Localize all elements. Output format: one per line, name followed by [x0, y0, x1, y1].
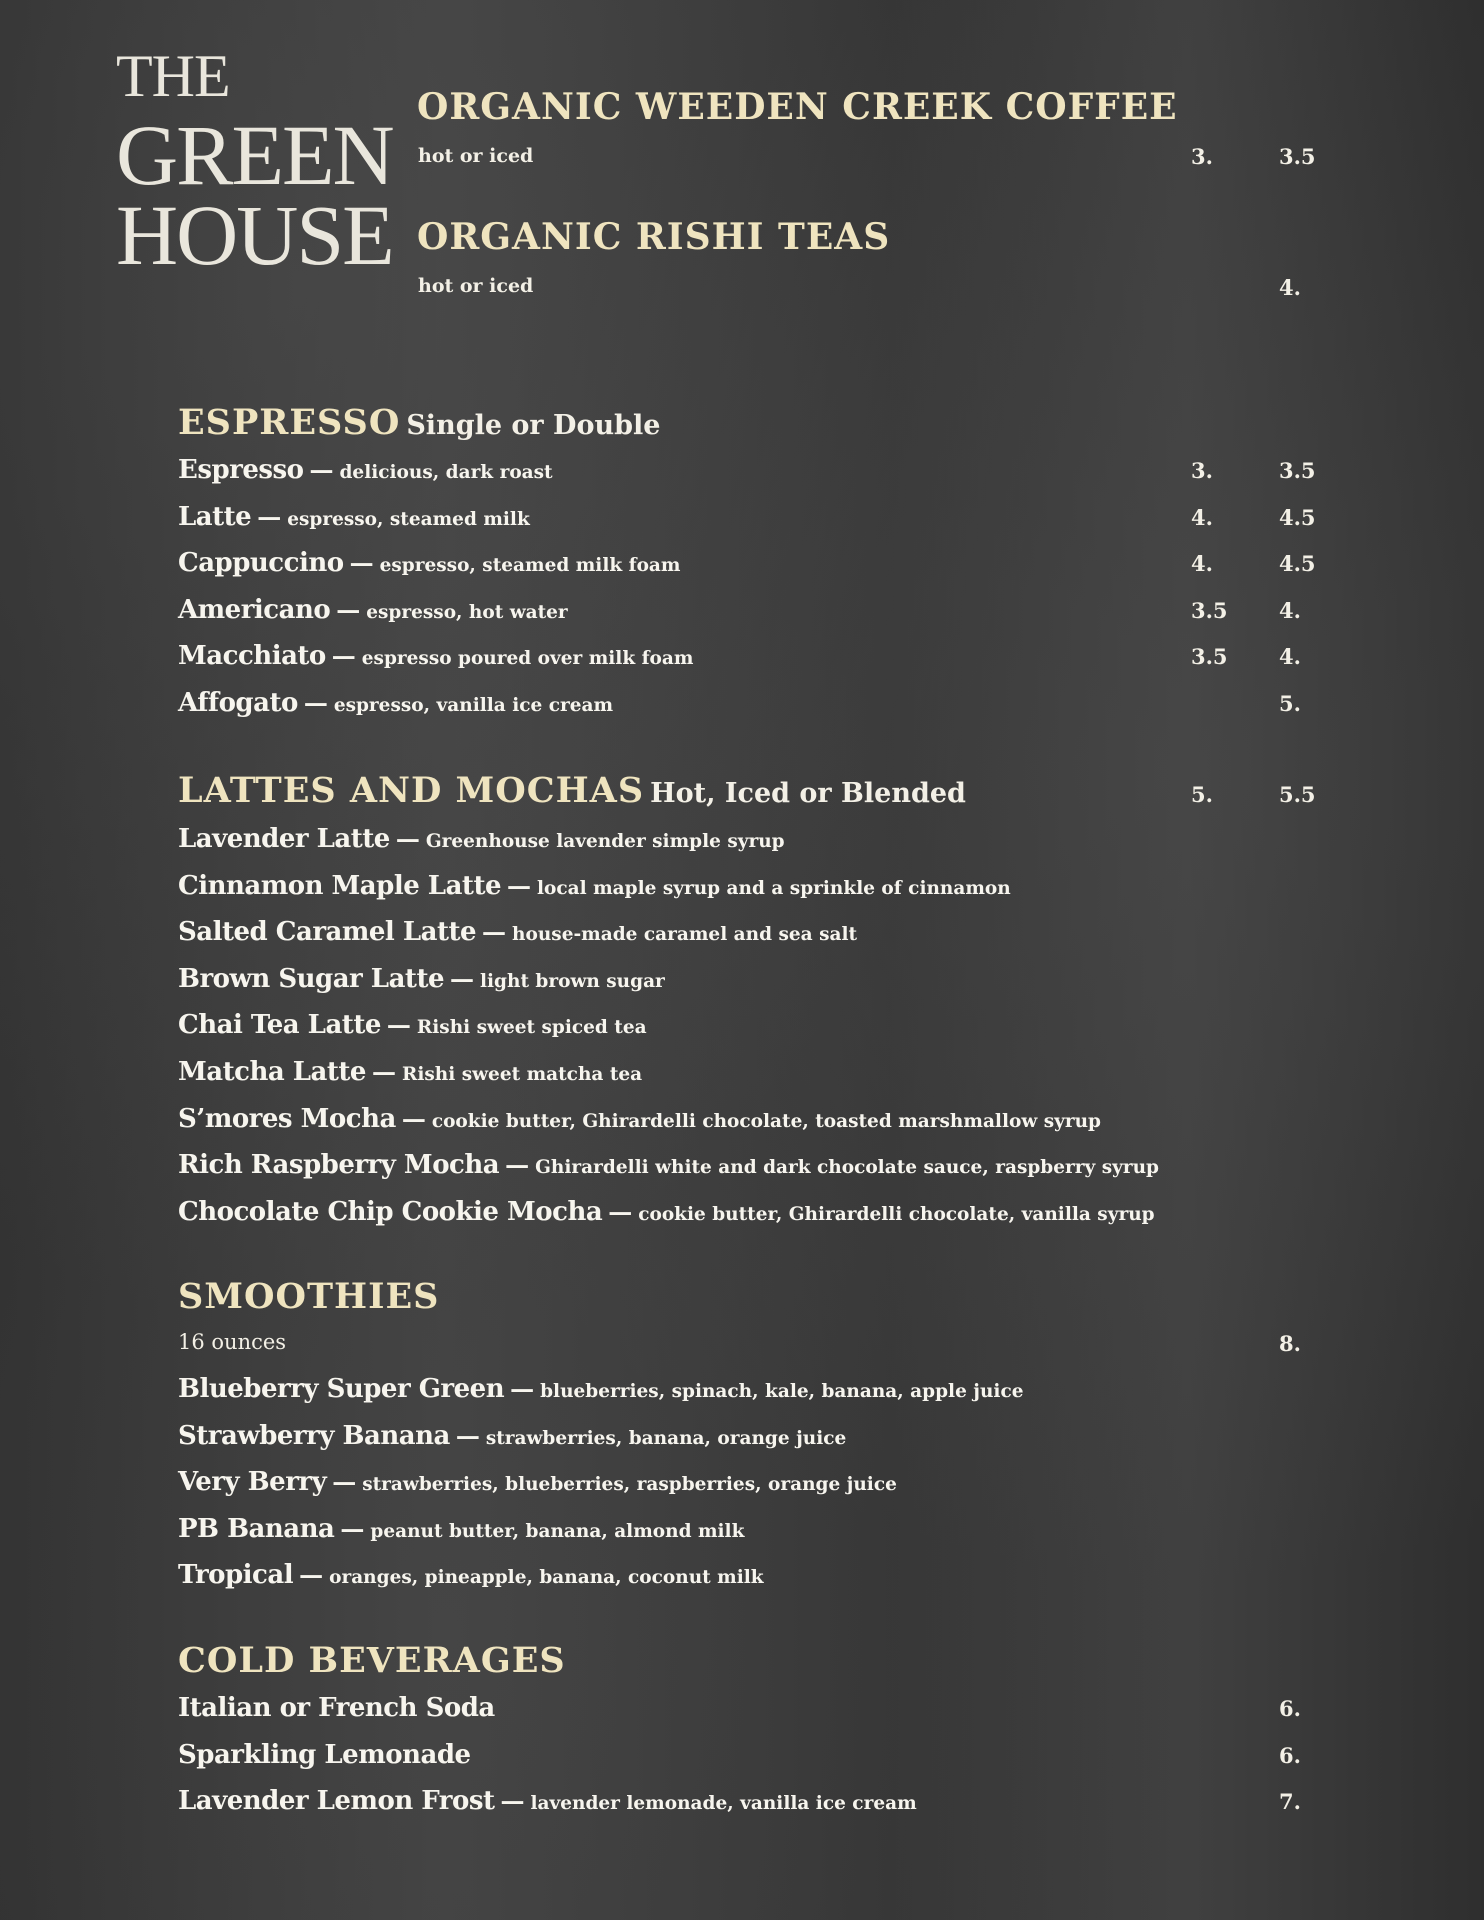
- menu-item-dash: —: [349, 548, 374, 578]
- menu-item-name: Tropical: [178, 1560, 294, 1591]
- menu-item-name: Lavender Latte: [178, 824, 390, 854]
- menu-item-dash: —: [340, 1513, 365, 1543]
- section-title-espresso: [178, 402, 660, 443]
- smoothies-size: 16 ounces: [178, 1330, 287, 1354]
- menu-item-price-large: 4.: [1279, 644, 1301, 670]
- menu-item-name: Matcha Latte: [178, 1057, 366, 1087]
- menu-item-price-large: 4.: [1279, 597, 1301, 623]
- menu-item-description: house-made caramel and sea salt: [512, 924, 858, 946]
- menu-item-name: Lavender Lemon Frost: [178, 1786, 495, 1817]
- section-title-smoothies: SMOOTHIES: [178, 1276, 440, 1317]
- menu-item-dash: —: [332, 1467, 357, 1497]
- menu-item-name: Chocolate Chip Cookie Mocha: [178, 1196, 603, 1227]
- menu-item-dash: —: [507, 870, 531, 900]
- menu-item-description: espresso poured over milk foam: [361, 648, 694, 670]
- menu-item-name: Very Berry: [178, 1467, 327, 1498]
- menu-item: [178, 1150, 1159, 1180]
- teas-price: 4.: [1279, 275, 1301, 300]
- menu-item: [178, 688, 613, 718]
- menu-item-name: Cappuccino: [178, 548, 344, 579]
- menu-item: [178, 641, 693, 671]
- section-title-lattes: [178, 770, 966, 811]
- logo-line-house: HOUSE: [116, 187, 393, 283]
- menu-item-price-large: 4.5: [1279, 504, 1316, 530]
- menu-item-description: peanut butter, banana, almond milk: [370, 1520, 745, 1542]
- menu-item-description: espresso, hot water: [366, 601, 568, 623]
- menu-item-price: 6.: [1279, 1696, 1301, 1721]
- menu-item-name: Latte: [178, 501, 252, 532]
- menu-item-name: Affogato: [178, 688, 298, 718]
- menu-item-description: oranges, pineapple, banana, coconut milk: [329, 1567, 764, 1589]
- menu-item: [178, 455, 553, 485]
- menu-item-name: Italian or French Soda: [178, 1693, 495, 1723]
- menu-item: [178, 824, 785, 854]
- menu-item: [178, 1057, 642, 1087]
- menu-item-name: Sparkling Lemonade: [178, 1739, 471, 1770]
- section-title-teas: ORGANIC RISHI TEAS: [417, 216, 891, 258]
- menu-item-dash: —: [450, 963, 474, 993]
- menu-item-description: espresso, steamed milk: [287, 508, 530, 530]
- menu-item-dash: —: [455, 1420, 480, 1450]
- menu-item-dash: —: [386, 1010, 411, 1040]
- menu-item: [178, 1374, 1023, 1404]
- menu-item-price: 7.: [1279, 1789, 1301, 1815]
- menu-item: [178, 1467, 897, 1497]
- menu-item-description: lavender lemonade, vanilla ice cream: [530, 1793, 917, 1815]
- coffee-price-small: 3.: [1191, 144, 1213, 169]
- menu-item-name: Blueberry Super Green: [178, 1374, 505, 1404]
- menu-item: [178, 1740, 471, 1770]
- menu-item-description: local maple syrup and a sprinkle of cinnamon: [537, 877, 1011, 899]
- menu-item-description: Rishi sweet matcha tea: [401, 1064, 643, 1085]
- menu-item-dash: —: [395, 824, 420, 853]
- menu-item-price-small: 3.5: [1191, 597, 1228, 623]
- menu-item-price-small: 3.5: [1191, 644, 1228, 670]
- menu-item-dash: —: [608, 1196, 633, 1226]
- menu-item-dash: —: [505, 1150, 530, 1180]
- menu-item-price-small: 3.: [1191, 458, 1213, 483]
- menu-item-dash: —: [299, 1560, 324, 1590]
- menu-item: [178, 1514, 744, 1544]
- menu-item-dash: —: [257, 501, 282, 531]
- menu-item-description: espresso, vanilla ice cream: [333, 695, 614, 716]
- menu-item: [178, 1104, 1101, 1134]
- menu-item-name: Strawberry Banana: [178, 1420, 450, 1451]
- menu-item-description: Ghirardelli white and dark chocolate sauce, raspberry syrup: [535, 1157, 1159, 1179]
- teas-note: hot or iced: [418, 275, 534, 297]
- logo-line-the: THE: [116, 43, 230, 109]
- menu-item-description: strawberries, banana, orange juice: [485, 1427, 847, 1449]
- menu-item-dash: —: [371, 1057, 396, 1086]
- menu-item-name: S’mores Mocha: [178, 1103, 396, 1134]
- menu-item-description: cookie butter, Ghirardelli chocolate, vanilla syrup: [638, 1203, 1155, 1225]
- menu-item-description: blueberries, spinach, kale, banana, apple juice: [540, 1381, 1024, 1402]
- menu-item-dash: —: [303, 688, 328, 717]
- menu-item: [178, 1197, 1155, 1227]
- menu-item: [178, 871, 1011, 901]
- menu-item-name: Espresso: [178, 455, 304, 485]
- menu-item-price-large: 5.: [1279, 691, 1301, 716]
- menu-item-name: Brown Sugar Latte: [178, 963, 444, 994]
- lattes-price-large: 5.5: [1279, 782, 1316, 807]
- menu-item: [178, 1693, 495, 1723]
- logo: [116, 43, 393, 283]
- menu-item-price-large: 4.5: [1279, 551, 1316, 577]
- coffee-note: hot or iced: [418, 145, 534, 167]
- menu-item: [178, 964, 665, 994]
- menu-item-name: Salted Caramel Latte: [178, 917, 477, 948]
- espresso-subtitle: Single or Double: [406, 410, 661, 441]
- menu-item-name: PB Banana: [178, 1513, 335, 1544]
- menu-item-price-small: 4.: [1191, 504, 1213, 530]
- menu-item-dash: —: [336, 594, 361, 624]
- menu-item-description: cookie butter, Ghirardelli chocolate, toasted marshmallow syrup: [431, 1110, 1101, 1132]
- menu-item: [178, 595, 568, 625]
- menu-item-dash: —: [331, 641, 356, 671]
- menu-item-description: light brown sugar: [480, 970, 665, 992]
- menu-item: [178, 1421, 846, 1451]
- menu-item-name: Americano: [178, 594, 331, 625]
- menu-item: [178, 1560, 764, 1590]
- lattes-title: LATTES AND MOCHAS: [178, 770, 645, 811]
- menu-item: [178, 502, 530, 532]
- menu-item-description: Rishi sweet spiced tea: [416, 1017, 647, 1039]
- menu-item-dash: —: [500, 1786, 525, 1816]
- menu-item-description: delicious, dark roast: [339, 462, 553, 483]
- menu-item-dash: —: [309, 455, 334, 484]
- menu-item: [178, 1786, 917, 1816]
- menu-item-dash: —: [401, 1103, 426, 1133]
- menu-item: [178, 1010, 647, 1040]
- menu-item-name: Cinnamon Maple Latte: [178, 870, 501, 901]
- menu-item: [178, 917, 857, 947]
- menu-item-name: Rich Raspberry Mocha: [178, 1150, 500, 1181]
- menu-item-description: strawberries, blueberries, raspberries, orange juice: [362, 1474, 897, 1496]
- lattes-subtitle: Hot, Iced or Blended: [650, 778, 966, 809]
- menu-item-price: 6.: [1279, 1742, 1301, 1768]
- menu-item-description: espresso, steamed milk foam: [379, 555, 681, 577]
- menu-item-price-large: 3.5: [1279, 458, 1316, 483]
- section-title-cold-beverages: COLD BEVERAGES: [178, 1640, 566, 1681]
- coffee-price-large: 3.5: [1279, 144, 1316, 169]
- menu-item: [178, 548, 680, 578]
- espresso-title: ESPRESSO: [178, 402, 401, 443]
- smoothies-price: 8.: [1279, 1331, 1301, 1356]
- logo-line-green: GREEN: [116, 107, 393, 203]
- menu-item-price-small: 4.: [1191, 551, 1213, 577]
- menu-item-name: Chai Tea Latte: [178, 1010, 381, 1041]
- section-title-coffee: ORGANIC WEEDEN CREEK COFFEE: [417, 86, 1178, 128]
- menu-item-dash: —: [482, 917, 507, 947]
- menu-item-description: Greenhouse lavender simple syrup: [425, 831, 785, 852]
- menu-item-dash: —: [510, 1374, 535, 1403]
- menu-item-name: Macchiato: [178, 641, 326, 672]
- lattes-price-small: 5.: [1191, 782, 1213, 807]
